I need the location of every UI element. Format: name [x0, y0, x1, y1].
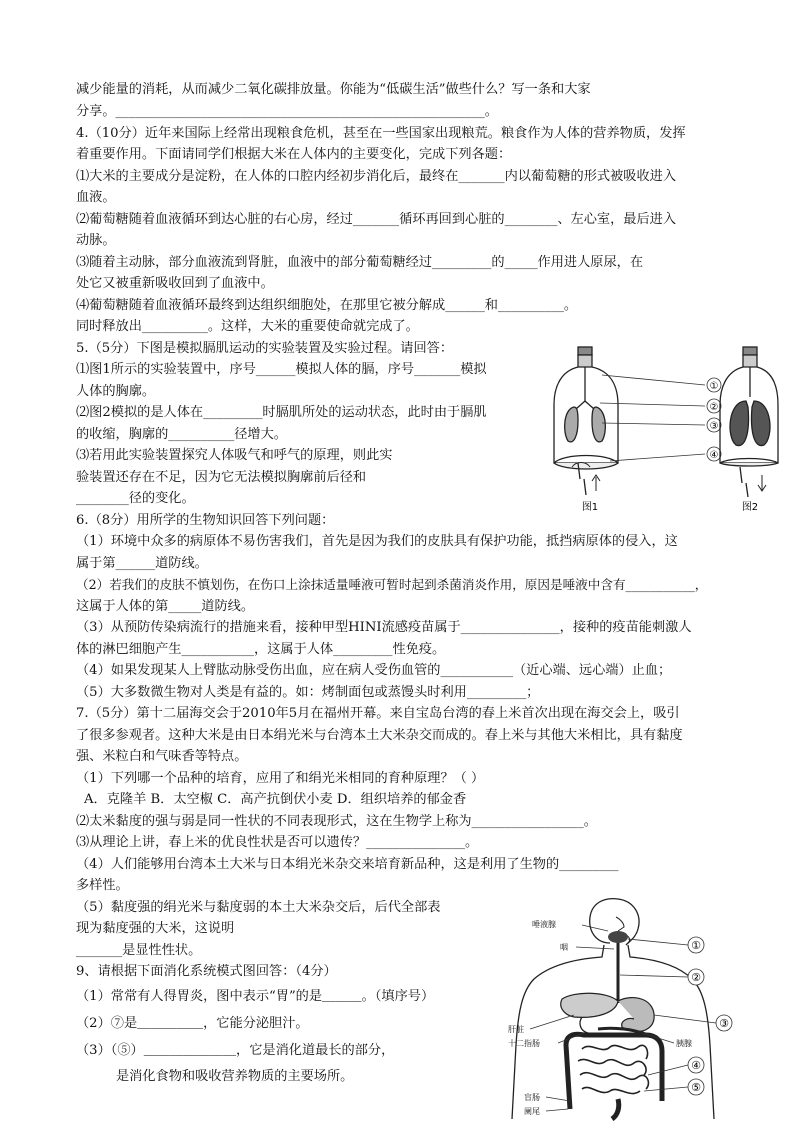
bell-jar-figure-1	[554, 347, 618, 495]
text-line: （1）常常有人得胃炎，图中表示“胃”的是＿＿＿。（填序号）	[76, 989, 435, 1004]
figure-1-caption: 图1	[581, 502, 599, 513]
number-4: ④	[691, 1059, 701, 1072]
text-line: ⑷葡萄糖随着血液循环最终到达组织细胞处，在那里它被分解成______和__________。	[76, 298, 578, 313]
question-9-heading: 9、请根据下面消化系统模式图回答：（4分）	[76, 964, 337, 979]
question-4-heading: 4.（10分）近年来国际上经常出现粮食危机，甚至在一些国家出现粮荒。粮食作为人体的营养物质，发挥	[76, 126, 686, 141]
text-line: ⑵葡萄糖随着血液循环到达心脏的右心房，经过_______循环再回到心脏的________、左心室，最后进入	[76, 212, 677, 227]
label-pharynx: 咽	[560, 943, 568, 952]
label-3: ③	[709, 421, 719, 432]
text-line: 多样性。	[76, 878, 129, 893]
text-line: 强、米粒白和气味香等特点。	[76, 749, 248, 764]
text-line: 了很多参观者。这种大米是由日本绢光米与台湾本土大米杂交而成的。春上米与其他大米相比，具有黏度	[76, 728, 683, 743]
question-5-heading: 5.（5分）下图是模拟膈肌运动的实验装置及实验过程。请回答：	[76, 341, 454, 356]
text-line: 属于第______道防线。	[76, 556, 208, 571]
figure-2-caption: 图2	[741, 502, 759, 513]
text-line: 这属于人体的第_____道防线。	[76, 599, 255, 614]
label-salivary-gland: 唾液腺	[532, 920, 556, 929]
text-line: 减少能量的消耗，从而减少二氧化碳排放量。你能为“低碳生活”做些什么？写一条和大家	[76, 82, 591, 97]
text-line: （2）⑦是＿＿＿＿＿，它能分泌胆汁。	[76, 1016, 309, 1031]
question-7-heading: 7.（5分）第十二届海交会于2010年5月在福州开幕。来自宝岛台湾的春上米首次出现在海交会上，吸引	[76, 706, 680, 721]
label-1: ①	[709, 381, 719, 392]
text-line: （5）黏度强的绢光米与黏度弱的本土大米杂交后，后代全部表	[76, 900, 441, 915]
text-line: 处它又被重新吸收回到了血液中。	[76, 276, 274, 291]
label-pancreas: 胰腺	[676, 1039, 692, 1048]
text-line: 的收缩，胸廓的__________径增大。	[76, 427, 287, 442]
text-line: 分享。________________________________________________________。	[76, 104, 498, 119]
number-1: ①	[691, 939, 701, 952]
label-appendix: 阑尾	[524, 1107, 540, 1116]
text-line: ⑶从理论上讲，春上米的优良性状是否可以遗传？_______________。	[76, 835, 479, 850]
label-duodenum: 十二指肠	[508, 1039, 540, 1048]
bell-jar-figure-2	[720, 347, 778, 497]
label-4: ④	[709, 450, 719, 461]
diaphragm-label-numbers	[707, 378, 721, 461]
text-line: ⑴图1所示的实验装置中，序号______模拟人体的膈，序号_______模拟	[76, 362, 487, 377]
text-line: （1）环境中众多的病原体不易伤害我们，首先是因为我们的皮肤具有保护功能，抵挡病原体的侵入，这	[76, 534, 678, 549]
label-2: ②	[709, 402, 719, 413]
label-cecum: 盲肠	[524, 1093, 540, 1102]
text-line: （3）（⑤）＿＿＿＿＿＿＿，它是消化道最长的部分，	[76, 1043, 395, 1058]
diaphragm-model-svg	[540, 345, 780, 515]
text-line: （4）人们能够用台湾本土大米与日本绢光米杂交来培育新品种，这是利用了生物的_________	[76, 857, 619, 872]
number-3: ③	[719, 1017, 729, 1030]
text-line: ⑵太米黏度的强与弱是同一性状的不同表现形式，这在生物学上称为_________________。	[76, 814, 597, 829]
choice-options: A．克隆羊 B．太空椒 C．高产抗倒伏小麦 D．组织培养的郁金香	[84, 792, 467, 807]
text-line: 动脉。	[76, 233, 116, 248]
text-line: 现为黏度强的大米，这说明	[76, 921, 235, 936]
text-line: 是消化食物和吸收营养物质的主要场所。	[116, 1069, 354, 1084]
digestive-system-figure	[478, 895, 742, 1121]
text-line: （5）大多数微生物对人类是有益的。如：烤制面包或蒸馒头时利用_________；	[76, 685, 540, 700]
text-line: 着重要作用。下面请同学们根据大米在人体内的主要变化，完成下列各题：	[76, 147, 512, 162]
text-line: 同时释放出__________。这样，大米的重要使命就完成了。	[76, 319, 419, 334]
text-line: _______是显性性状。	[76, 943, 202, 958]
digestive-system-svg	[478, 895, 742, 1121]
text-line: （1）下列哪一个品种的培育，应用了和绢光米相同的育种原理？（ ）	[76, 771, 485, 786]
text-line: ________径的变化。	[76, 491, 195, 506]
text-line: （3）从预防传染病流行的措施来看，接种甲型HINI流感疫苗属于_______________，接种的疫苗能刺激人	[76, 620, 692, 635]
small-intestine	[578, 1045, 648, 1093]
text-line: （4）如果发现某人上臂肱动脉受伤出血，应在病人受伤血管的___________（近心端、远心端）止血；	[76, 663, 672, 678]
digestive-label-numbers	[688, 937, 732, 1095]
text-line: ⑶随着主动脉，部分血液流到肾脏，血液中的部分葡萄糖经过_________的_____作用进人原尿，在	[76, 255, 644, 270]
number-5: ⑤	[691, 1081, 701, 1094]
text-line: 人体的胸廓。	[76, 384, 156, 399]
text-line: （2）若我们的皮肤不慎划伤，在伤口上涂抹适量唾液可暂时起到杀菌消炎作用，原因是唾液中含有___________，	[76, 577, 708, 592]
text-line: 验装置还存在不足，因为它无法模拟胸廓前后径和	[76, 470, 367, 485]
text-line: 血液。	[76, 190, 116, 205]
question-6-heading: 6.（8分）用所学的生物知识回答下列问题：	[76, 513, 335, 528]
diaphragm-model-figure	[540, 345, 780, 515]
text-line: ⑴大米的主要成分是淀粉，在人体的口腔内经初步消化后，最终在_______内以葡萄糖的形式被吸收进入	[76, 169, 677, 184]
digestive-leader-lines	[530, 925, 716, 1111]
label-liver: 肝脏	[508, 1025, 524, 1034]
text-line: 体的淋巴细胞产生___________，这属于人体_________性免疫。	[76, 642, 446, 657]
text-line: ⑵图2模拟的是人体在_________时膈肌所处的运动状态，此时由于膈肌	[76, 405, 487, 420]
text-line: ⑶若用此实验装置探究人体吸气和呼气的原理，则此实	[76, 448, 393, 463]
number-2: ②	[691, 971, 701, 984]
